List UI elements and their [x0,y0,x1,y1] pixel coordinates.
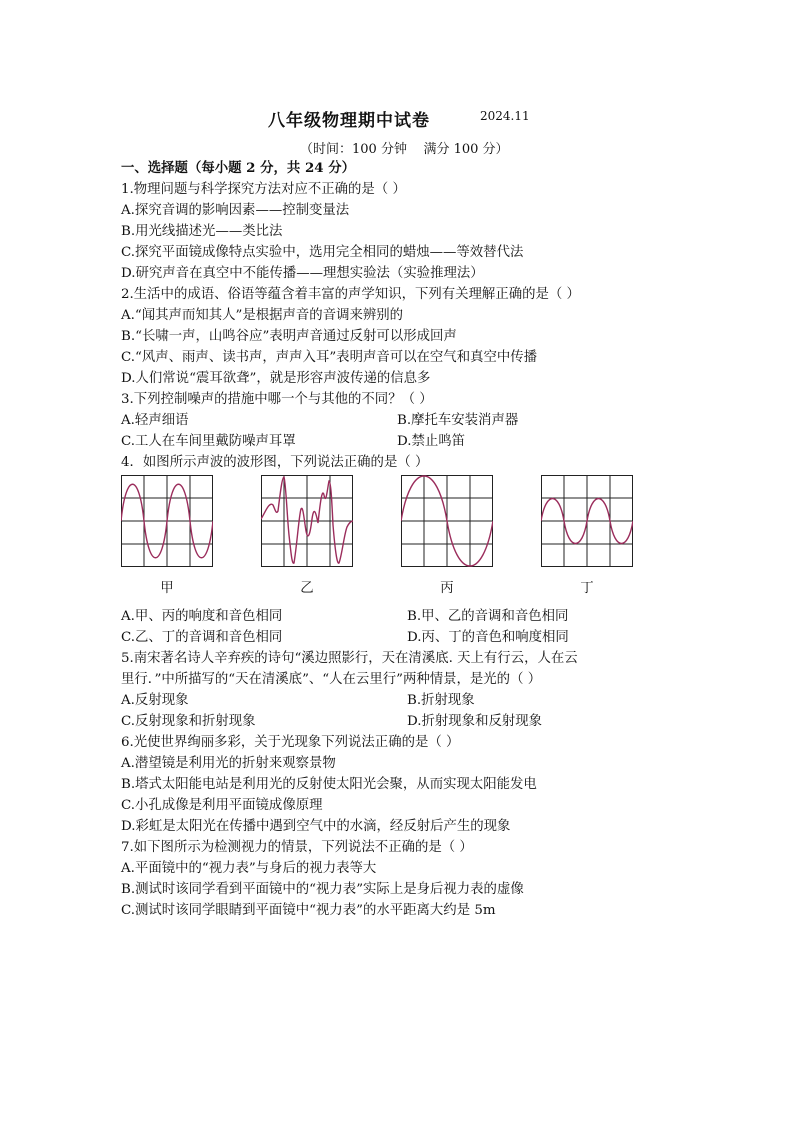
waveform-ding-label: 丁 [580,581,594,596]
q4-option-b: B.甲、乙的音调和音色相同 [407,609,569,624]
q4-option-d: D.丙、丁的音色和响度相同 [407,630,569,645]
q1-option-d: D.研究声音在真空中不能传播——理想实验法（实验推理法） [121,266,484,281]
exam-content [121,158,681,921]
waveform-yi [261,475,353,596]
waveform-jia-graph [121,475,213,567]
q6-option-d: D.彩虹是太阳光在传播中遇到空气中的水滴，经反射后产生的现象 [121,819,511,834]
q3-option-b: B.摩托车安装消声器 [397,413,519,428]
q6-option-a: A.潜望镜是利用光的折射来观察景物 [121,756,336,771]
q4-option-a: A.甲、丙的响度和音色相同 [121,609,283,624]
q6-stem: 6.光使世界绚丽多彩，关于光现象下列说法正确的是（ ） [121,735,460,750]
waveform-yi-label: 乙 [300,581,314,596]
q2-option-a: A.“闻其声而知其人”是根据声音的音调来辨别的 [121,308,404,323]
waveform-yi-graph [261,475,353,567]
waveform-jia [121,475,213,596]
q3-option-d: D.禁止鸣笛 [397,434,466,449]
q4-options-row2 [121,627,681,648]
q4-stem: 4．如图所示声波的波形图，下列说法正确的是（ ） [121,455,429,470]
q3-stem: 3.下列控制噪声的措施中哪一个与其他的不同？（ ） [121,392,433,407]
exam-title: 八年级物理期中试卷 [268,111,430,131]
q2-option-d: D.人们常说“震耳欲聋”，就是形容声波传递的信息多 [121,371,431,386]
q2-stem: 2.生活中的成语、俗语等蕴含着丰富的声学知识，下列有关理解正确的是（ ） [121,287,580,302]
q3-option-c: C.工人在车间里戴防噪声耳罩 [121,434,296,449]
q2-option-c: C.“风声、雨声、读书声，声声入耳”表明声音可以在空气和真空中传播 [121,350,538,365]
q5-option-d: D.折射现象和反射现象 [407,714,543,729]
waveform-jia-label: 甲 [160,581,174,596]
waveform-ding [541,475,633,596]
q5-options-row1 [121,690,681,711]
q7-option-a: A.平面镜中的“视力表”与身后的视力表等大 [121,861,377,876]
header [0,106,794,130]
q5-stem-line1: 5.南宋著名诗人辛弃疾的诗句“溪边照影行，天在清溪底. 天上有行云，人在云 [121,651,578,666]
q5-option-b: B.折射现象 [407,693,475,708]
q7-stem: 7.如下图所示为检测视力的情景，下列说法不正确的是（ ） [121,840,473,855]
waveform-bing-graph [401,475,493,567]
waveform-bing [401,475,493,596]
exam-date: 2024.11 [480,109,530,123]
q3-options-row1 [121,410,681,431]
q4-waveform-figures [121,473,681,606]
q6-option-c: C.小孔成像是利用平面镜成像原理 [121,798,323,813]
q2-option-b: B.“长啸一声，山鸣谷应”表明声音通过反射可以形成回声 [121,329,457,344]
waveform-bing-label: 丙 [440,581,454,596]
q5-option-a: A.反射现象 [121,693,189,708]
q4-options-row1 [121,606,681,627]
q7-option-c: C.测试时该同学眼睛到平面镜中“视力表”的水平距离大约是 5m [121,903,496,918]
section-heading: 一、选择题（每小题 2 分，共 24 分） [121,160,356,176]
q5-option-c: C.反射现象和折射现象 [121,714,256,729]
q1-stem: 1.物理问题与科学探究方法对应不正确的是（ ） [121,182,406,197]
q5-options-row2 [121,711,681,732]
exam-subtitle: （时间：100 分钟 满分 100 分） [300,142,509,157]
q4-option-c: C.乙、丁的音调和音色相同 [121,630,283,645]
q7-option-b: B.测试时该同学看到平面镜中的“视力表”实际上是身后视力表的虚像 [121,882,524,897]
q1-option-c: C.探究平面镜成像特点实验中，选用完全相同的蜡烛——等效替代法 [121,245,524,260]
q6-option-b: B.塔式太阳能电站是利用光的反射使太阳光会聚，从而实现太阳能发电 [121,777,537,792]
q1-option-a: A.探究音调的影响因素——控制变量法 [121,203,350,218]
waveform-ding-graph [541,475,633,567]
q3-options-row2 [121,431,681,452]
q5-stem-line2: 里行．”中所描写的“天在清溪底”、“人在云里行”两种情景，是光的（ ） [121,672,542,687]
q1-option-b: B.用光线描述光——类比法 [121,224,283,239]
q3-option-a: A.轻声细语 [121,413,189,428]
